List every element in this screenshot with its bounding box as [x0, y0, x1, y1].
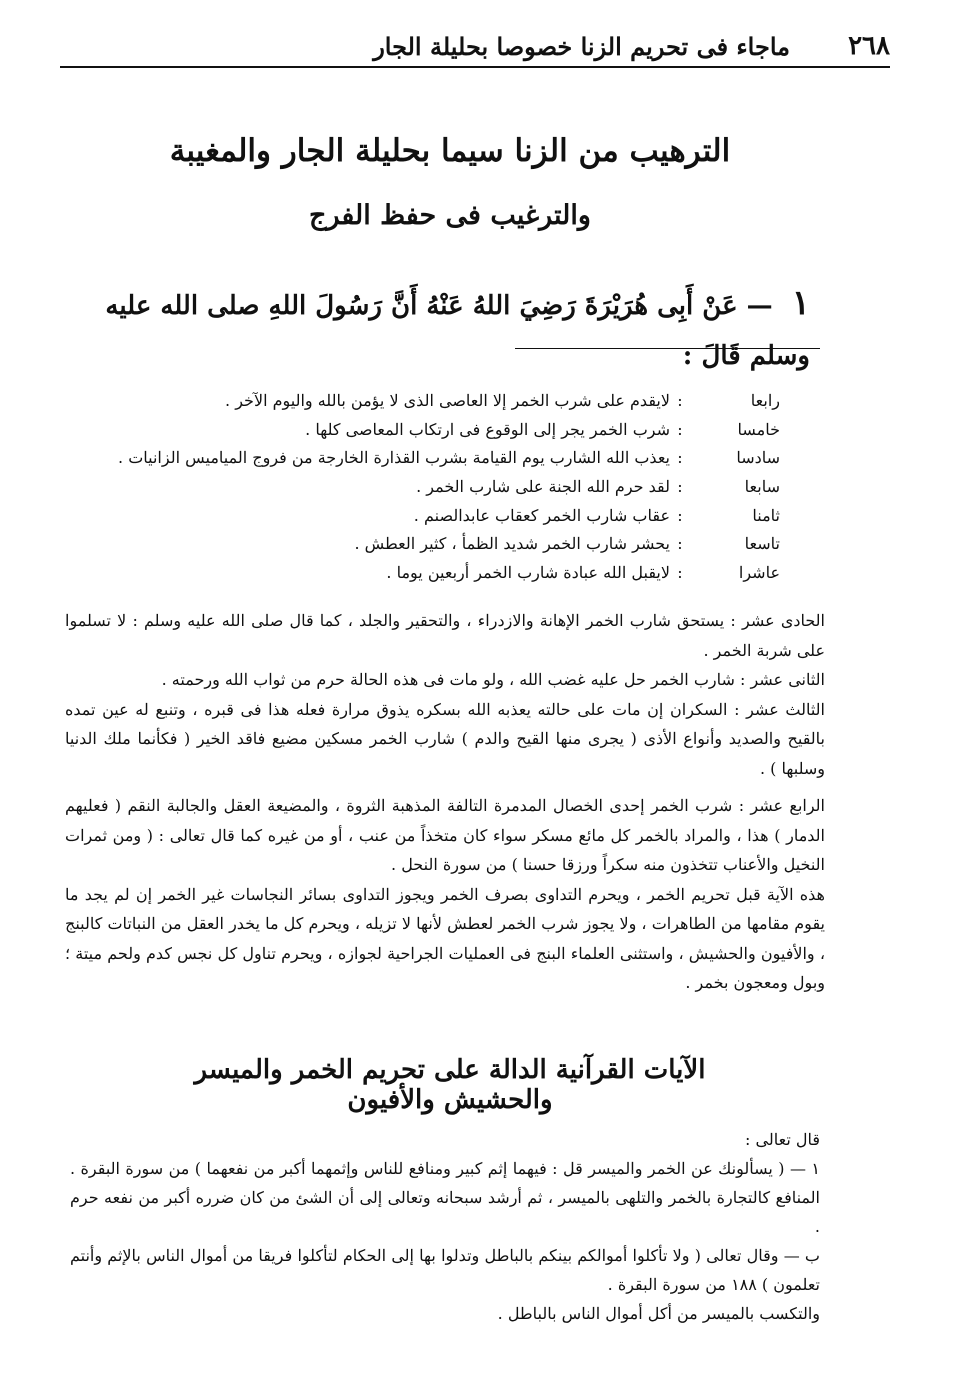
list-item [60, 472, 780, 501]
list-item [60, 558, 780, 587]
list-item-text: لايقدم على شرب الخمر إلا العاصى الذى لا يؤمن بالله واليوم الآخر . [225, 390, 670, 410]
body-text [65, 606, 825, 998]
hadith-number: ١ [791, 283, 810, 323]
list-item-colon: : [677, 448, 683, 468]
list-item-label: سادسا [736, 448, 780, 468]
numbered-points-list [60, 386, 780, 587]
list-item-label: عاشرا [738, 562, 780, 582]
quran-verse: ب — وقال تعالى ( ولا تأكلوا أموالكم بينكم بالباطل وتدلوا بها إلى الحكام لتأكلوا فريقا من أموال الناس بالإثم وأنتم تعلمون ) ١٨٨ من سورة البقرة . [70, 1246, 820, 1294]
list-item-label: ثامنا [752, 505, 780, 525]
list-item-label: رابعا [750, 390, 780, 410]
list-item-colon: : [677, 390, 683, 410]
running-header-title: ماجاء فى تحريم الزنا خصوصا بحليلة الجار [373, 31, 790, 61]
running-header [60, 26, 890, 68]
paragraph: هذه الآية قبل تحريم الخمر ، ويحرم التداوى بصرف الخمر ويجوز التداوى بسائر النجاسات غير الخمر إن لم يجد ما يقوم مقامها من الطاهرات ، ولا يجوز شرب الخمر لعطش لأنها لا تزيله ، ويحرم كل ما يخدر العقل من النباتات كالبنج ، والأفيون والحشيش ، واستثنى العلماء البنج فى العمليات الجراحية لجوازه ، ويحرم تناول كل نجس كدم ولحم ميتة ؛ وبول ومعجون بخمر . [65, 884, 825, 992]
list-item-text: يعذب الله الشارب يوم القيامة بشرب القذارة الخارجة من فروج المياميس الزانيات . [118, 448, 670, 468]
paragraph: الثالث عشر : السكران إن مات على حالته يعذبه الله بسكره يذوق مرارة فعله هذا فى قبره ، وتنبع له عين تمده بالقيح والصديد وأنواع الأذى ( يجرى منها القيح والدم ) شارب الخمر مسكين مضيع فاقد الخير ( فكأنما ملك الدنيا وسلبها ) . [65, 699, 825, 778]
chapter-title: الترهيب من الزنا سيما بحليلة الجار والمغيبة [169, 133, 731, 169]
quran-intro: قال تعالى : [745, 1130, 820, 1149]
paragraph: الثانى عشر : شارب الخمر حل عليه غضب الله ، ولو مات فى هذه الحالة حرم من ثواب الله ورحمته . [161, 670, 825, 689]
list-item-text: عقاب شارب الخمر كعقاب عابدالصنم . [413, 505, 670, 525]
list-item-colon: : [677, 562, 683, 582]
list-item [60, 415, 780, 444]
quran-verse: ١ — ( يسألونك عن الخمر والميسر قل : فيهما إثم كبير ومنافع للناس وإثمهما أكبر من نفعهما ) من سورة البقرة . المنافع كالتجارة بالخمر والتلهى بالميسر ، ثم أرشد سبحانه وتعالى إلى أن الشئ من كان ضرره أكبر من نفعه حرم . [70, 1159, 820, 1236]
list-item-text: لايقبل الله عبادة شارب الخمر أربعين يوما . [386, 562, 670, 582]
list-item [60, 529, 780, 558]
list-item-text: شرب الخمر يجر إلى الوقوع فى ارتكاب المعاصى كلها . [305, 419, 670, 439]
quran-section-title: الآيات القرآنية الدالة على تحريم الخمر والميسر والحشيش والأفيون [194, 1055, 706, 1115]
list-item-colon: : [677, 476, 683, 496]
chapter-subtitle: والترغيب فى حفظ الفرج [309, 200, 591, 231]
paragraph: الحادى عشر : يستحق شارب الخمر الإهانة والازدراء ، والتحقير والجلد ، كما قال صلى الله عليه وسلم : لا تسلموا على شربة الخمر . [65, 611, 825, 660]
quran-section-body [70, 1125, 820, 1328]
list-item-colon: : [677, 534, 683, 554]
list-item [60, 443, 780, 472]
list-item-label: خامسا [737, 419, 780, 439]
paragraph: الرابع عشر : شرب الخمر إحدى الخصال المدمرة التالفة المذهبة الثروة ، والمضيعة العقل والجالبة النقم ( فعليهم الدمار ) هذا ، والمراد بالخمر كل مائع مسكر سواء كان متخذاً من عنب ، أو من غيره كما قال تعالى : ( ومن ثمرات النخيل والأعناب تتخذون منه سكراً ورزقا حسنا ) من سورة النحل . [65, 796, 825, 874]
hadith-heading [70, 278, 810, 381]
quran-verse: والتكسب بالميسر من أكل أموال الناس بالباطل . [497, 1304, 820, 1323]
list-item [60, 501, 780, 530]
list-item-text: يحشر شارب الخمر شديد الظمأ ، كثير العطش . [354, 534, 670, 554]
section-divider [515, 348, 820, 349]
page-number: ٢٦٨ [848, 31, 890, 61]
list-item [60, 386, 780, 415]
list-item-label: سابعا [744, 476, 780, 496]
hadith-text: — عَنْ أَبِى هُرَيْرَةَ رَضِيَ اللهُ عَنْهُ أَنَّ رَسُولَ اللهِ صلى الله عليه وسلم قَالَ : [105, 291, 810, 371]
list-item-colon: : [677, 505, 683, 525]
list-item-label: تاسعا [744, 534, 780, 554]
list-item-colon: : [677, 419, 683, 439]
list-item-text: لقد حرم الله الجنة على شارب الخمر . [416, 476, 670, 496]
